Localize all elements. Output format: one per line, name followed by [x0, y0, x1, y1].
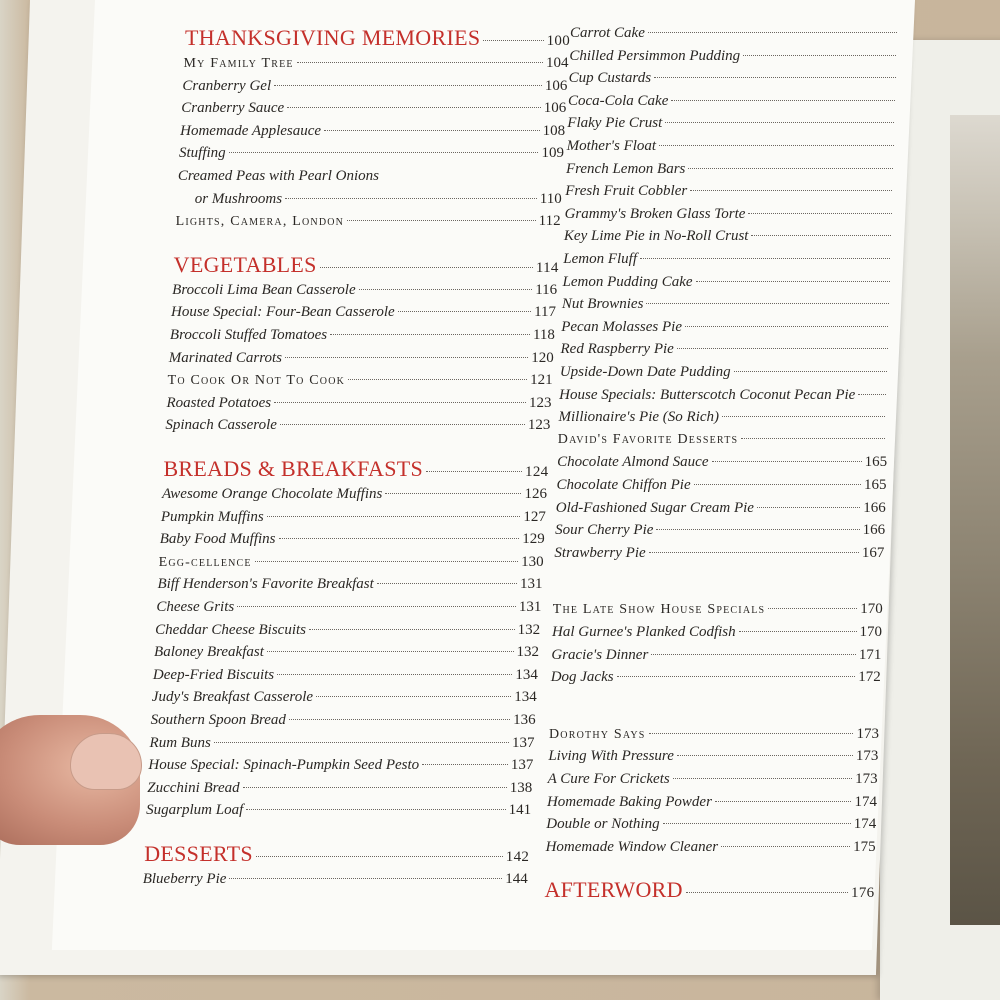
- toc-entry: [150, 735, 535, 752]
- dot-leader: [677, 755, 853, 756]
- dot-leader: [721, 846, 850, 847]
- dot-leader: [858, 394, 886, 395]
- entry-title: Cheese Grits: [156, 599, 235, 615]
- toc-entry: [170, 327, 555, 344]
- entry-title: Fresh Fruit Cobbler: [565, 183, 688, 200]
- toc-entry: [162, 486, 547, 503]
- page-number: 170: [859, 624, 883, 640]
- entry-title: or Mushrooms: [194, 190, 283, 207]
- section-heading: [163, 456, 548, 482]
- toc-entry: [548, 748, 878, 765]
- dot-leader: [663, 823, 851, 824]
- toc-entry: [546, 816, 876, 833]
- entry-title: Rum Buns: [149, 734, 211, 751]
- dot-leader: [739, 631, 857, 632]
- dot-leader: [279, 538, 520, 539]
- dot-leader: [646, 303, 888, 304]
- entry-title: French Lemon Bars: [565, 160, 686, 177]
- page-number: 141: [508, 802, 532, 819]
- toc-entry: [159, 554, 544, 571]
- toc-entry: [554, 545, 884, 562]
- page-number: 172: [858, 669, 881, 686]
- dot-leader: [665, 122, 894, 123]
- entry-title: Sugarplum Loaf: [146, 802, 244, 819]
- toc-entry: [551, 669, 881, 686]
- toc-entry: [180, 123, 565, 140]
- toc-entry: [562, 296, 892, 313]
- entry-title: Cranberry Sauce: [181, 100, 285, 117]
- page-number: 136: [513, 712, 536, 728]
- entry-title: Red Raspberry Pie: [560, 341, 674, 358]
- entry-title: Sour Cherry Pie: [555, 522, 654, 539]
- dot-leader: [685, 326, 888, 327]
- page-number: 123: [527, 417, 551, 434]
- toc-entry: [561, 319, 891, 336]
- entry-title: Lights, Camera, London: [175, 214, 345, 230]
- dot-leader: [285, 357, 528, 358]
- toc-entry: [547, 794, 877, 811]
- dot-leader: [654, 77, 896, 78]
- toc-entry: [556, 500, 886, 517]
- entry-title: Mother's Float: [566, 138, 657, 154]
- dot-leader: [285, 198, 537, 199]
- dot-leader: [385, 493, 521, 494]
- toc-entry: [561, 341, 891, 358]
- entry-title: Homemade Window Cleaner: [545, 838, 719, 855]
- entry-title: Cranberry Gel: [182, 77, 272, 94]
- dot-leader: [324, 130, 540, 131]
- page-number: 174: [853, 816, 877, 833]
- toc-entry: [179, 145, 564, 162]
- dot-leader: [426, 471, 522, 472]
- toc-entry: [551, 647, 881, 664]
- entry-title: Judy's Breakfast Casserole: [151, 689, 314, 706]
- dot-leader: [348, 379, 527, 380]
- entry-title: Homemade Applesauce: [180, 122, 322, 139]
- entry-title: Stuffing: [178, 145, 226, 162]
- toc-entry: [184, 55, 569, 72]
- dot-leader: [267, 651, 514, 652]
- page-number: 166: [863, 499, 886, 516]
- dot-leader: [649, 733, 854, 734]
- page-number: 165: [864, 454, 888, 471]
- dot-leader: [243, 787, 507, 788]
- dot-leader: [320, 267, 533, 268]
- toc-entry: [143, 871, 528, 888]
- dot-leader: [673, 778, 852, 779]
- dot-leader: [715, 801, 852, 802]
- dot-leader: [734, 371, 887, 372]
- entry-title: Cheddar Cheese Biscuits: [155, 621, 306, 638]
- dot-leader: [686, 892, 848, 893]
- dot-leader: [483, 40, 543, 41]
- entry-title: Cup Custards: [568, 70, 652, 87]
- entry-title: House Special: Spinach-Pumpkin Seed Pesto: [148, 757, 420, 774]
- entry-title: Homemade Baking Powder: [546, 793, 712, 810]
- toc-entry: [172, 282, 557, 299]
- toc-entry: [569, 48, 899, 65]
- dot-leader: [280, 424, 525, 425]
- dot-leader: [214, 742, 509, 743]
- page-number: 114: [535, 259, 559, 276]
- toc-entry: [568, 93, 898, 110]
- dot-leader: [768, 608, 857, 609]
- page-number: 117: [534, 304, 557, 321]
- dot-leader: [237, 606, 516, 607]
- entry-title: The Late Show House Specials: [552, 602, 766, 618]
- facing-page-photo: [950, 115, 1000, 925]
- page-number: 123: [529, 394, 552, 411]
- section-heading: [144, 841, 529, 867]
- toc-entry: [167, 395, 552, 412]
- entry-title: DESSERTS: [144, 841, 253, 866]
- entry-title: Broccoli Stuffed Tomatoes: [169, 327, 328, 343]
- toc-entry: [558, 409, 888, 426]
- dot-leader: [287, 107, 541, 108]
- toc-entry: [549, 726, 879, 743]
- entry-title: Roasted Potatoes: [166, 394, 272, 411]
- dot-leader: [347, 220, 536, 221]
- dot-leader: [297, 62, 543, 63]
- entry-title: Key Lime Pie in No-Roll Crust: [563, 228, 749, 245]
- dot-leader: [274, 85, 542, 86]
- page-number: 173: [855, 748, 879, 765]
- page-number: 131: [518, 599, 542, 615]
- toc-entry: [160, 531, 545, 548]
- dot-leader: [741, 438, 885, 439]
- dot-leader: [229, 152, 539, 153]
- page-number: 108: [542, 122, 566, 139]
- page-number: 132: [516, 644, 540, 661]
- page-number: 166: [862, 522, 886, 539]
- dot-leader: [690, 190, 892, 191]
- dot-leader: [229, 878, 502, 879]
- dot-leader: [712, 461, 862, 462]
- page-number: 100: [546, 33, 570, 49]
- entry-title: Pumpkin Muffins: [160, 508, 264, 525]
- entry-title: To Cook Or Not To Cook: [167, 373, 346, 389]
- dot-leader: [398, 311, 531, 312]
- page-number: 127: [523, 508, 546, 525]
- entry-title: VEGETABLES: [173, 251, 317, 277]
- entry-title: Strawberry Pie: [554, 544, 646, 561]
- entry-title: Hal Gurnee's Planked Codfish: [552, 624, 736, 640]
- page-number: 176: [851, 885, 875, 902]
- dot-leader: [309, 629, 515, 630]
- page-number: 173: [856, 725, 879, 742]
- toc-entry: [567, 115, 897, 132]
- page-number: 132: [517, 621, 541, 638]
- toc-entry: [148, 757, 533, 774]
- section-heading: [544, 877, 874, 903]
- page-number: 118: [532, 327, 555, 343]
- entry-title: Carrot Cake: [570, 25, 645, 41]
- dot-leader: [656, 529, 859, 530]
- entry-title: Living With Pressure: [548, 748, 674, 765]
- dot-leader: [659, 145, 894, 146]
- toc-entry: [154, 644, 539, 661]
- page-number: 171: [858, 646, 882, 663]
- entry-title: Chocolate Almond Sauce: [557, 454, 709, 471]
- toc-entry: [570, 25, 900, 42]
- toc-entry: [161, 509, 546, 526]
- entry-title: Old-Fashioned Sugar Cream Pie: [555, 499, 754, 516]
- page-number: 170: [860, 601, 883, 618]
- entry-title: Dog Jacks: [550, 669, 614, 686]
- toc-entry: [152, 689, 537, 706]
- toc-entry: [156, 599, 541, 616]
- entry-title: Chocolate Chiffon Pie: [556, 477, 691, 493]
- page-number: 138: [509, 779, 533, 796]
- toc-entry: [171, 304, 556, 321]
- entry-title: Nut Brownies: [561, 296, 644, 313]
- dot-leader: [651, 654, 856, 655]
- page-number: 175: [853, 838, 876, 855]
- section-heading: [185, 25, 570, 51]
- dot-leader: [289, 719, 510, 720]
- page-number: 104: [546, 55, 569, 71]
- dot-leader: [751, 235, 890, 236]
- toc-entry: [146, 802, 531, 819]
- entry-title: Lemon Pudding Cake: [562, 273, 693, 290]
- dot-leader: [256, 856, 503, 857]
- section-heading: [174, 252, 559, 278]
- page-number: 106: [543, 100, 567, 117]
- entry-title: Lemon Fluff: [563, 251, 637, 267]
- page-number: 174: [854, 793, 877, 810]
- entry-title: Millionaire's Pie (So Rich): [558, 409, 720, 426]
- dot-leader: [274, 402, 526, 403]
- dot-leader: [671, 100, 895, 101]
- entry-title: Gracie's Dinner: [551, 646, 649, 663]
- page-number: 134: [515, 666, 538, 683]
- entry-title: David's Favorite Desserts: [557, 431, 739, 447]
- toc-entry: [151, 712, 536, 729]
- dot-leader: [648, 32, 897, 33]
- toc-entry: [569, 70, 899, 87]
- entry-title: Southern Spoon Bread: [150, 712, 286, 728]
- entry-title: Double or Nothing: [546, 816, 660, 833]
- dot-leader: [757, 507, 860, 508]
- toc-entry: [165, 417, 550, 434]
- dot-leader: [677, 348, 888, 349]
- entry-title: House Special: Four-Bean Casserole: [171, 304, 395, 321]
- dot-leader: [267, 516, 521, 517]
- page-number: 120: [531, 349, 554, 366]
- entry-title: Marinated Carrots: [168, 349, 282, 366]
- entry-title: Egg-cellence: [158, 554, 252, 570]
- entry-title: A Cure For Crickets: [547, 771, 670, 787]
- entry-title: Pecan Molasses Pie: [561, 318, 682, 335]
- thumbnail-nail: [70, 733, 142, 790]
- toc-entry: [546, 839, 876, 856]
- toc-entry: [177, 191, 562, 208]
- page-number: 116: [535, 281, 558, 298]
- dot-leader: [359, 289, 533, 290]
- toc-entry: [563, 274, 893, 291]
- page-number: 124: [525, 464, 549, 480]
- toc-entry: [169, 350, 554, 367]
- page-number: 173: [855, 771, 878, 787]
- dot-leader: [748, 213, 891, 214]
- entry-title: AFTERWORD: [544, 877, 683, 903]
- entry-title: Spinach Casserole: [165, 417, 277, 434]
- page-number: 121: [530, 372, 553, 389]
- dot-leader: [330, 334, 530, 335]
- entry-title: THANKSGIVING MEMORIES: [185, 25, 481, 50]
- thumb: [0, 715, 155, 855]
- toc-entry: [558, 432, 888, 448]
- page-number: 137: [510, 757, 534, 774]
- toc-entry: [553, 601, 883, 618]
- toc-entry: [559, 387, 889, 404]
- entry-title: Chilled Persimmon Pudding: [569, 47, 741, 64]
- toc-entry: [548, 771, 878, 788]
- toc-entry: [176, 213, 561, 230]
- dot-leader: [694, 484, 861, 485]
- page-number: 110: [539, 190, 562, 207]
- entry-title: BREADS & BREAKFASTS: [163, 456, 424, 481]
- page-number: 165: [863, 477, 887, 493]
- entry-title: Flaky Pie Crust: [567, 115, 663, 132]
- page-number: 106: [544, 77, 568, 94]
- page-number: 112: [538, 213, 561, 230]
- entry-title: Zucchini Bread: [147, 779, 240, 796]
- toc-entry: [155, 622, 540, 639]
- dot-leader: [722, 416, 885, 417]
- entry-title: Broccoli Lima Bean Casserole: [172, 281, 356, 298]
- entry-title: Dorothy Says: [548, 726, 646, 742]
- page-number: 130: [521, 553, 544, 570]
- entry-title: Coca-Cola Cake: [567, 92, 669, 109]
- toc-entry: [157, 576, 542, 593]
- dot-leader: [422, 764, 508, 765]
- entry-title: Baloney Breakfast: [154, 644, 264, 661]
- dot-leader: [617, 676, 856, 677]
- page-number: 109: [541, 145, 564, 162]
- dot-leader: [377, 583, 517, 584]
- entry-title: Biff Henderson's Favorite Breakfast: [157, 576, 374, 593]
- page-number: 131: [519, 576, 543, 593]
- dot-leader: [316, 696, 511, 697]
- entry-title: House Specials: Butterscotch Coconut Pecan Pie: [559, 386, 856, 403]
- toc-entry: [567, 138, 897, 155]
- page-number: 134: [514, 689, 537, 706]
- toc-entry: [560, 364, 890, 381]
- toc-entry: [552, 624, 882, 641]
- toc-entry: [153, 667, 538, 684]
- toc-entry: [565, 183, 895, 200]
- toc-entry: [168, 372, 553, 389]
- dot-leader: [696, 281, 890, 282]
- entry-title: Upside-Down Date Pudding: [559, 364, 731, 380]
- toc-entry: [555, 522, 885, 539]
- entry-title: My Family Tree: [183, 56, 294, 71]
- entry-title: Baby Food Muffins: [159, 531, 276, 548]
- dot-leader: [640, 258, 890, 259]
- toc-entry: [147, 780, 532, 797]
- page-number: 137: [512, 734, 535, 751]
- entry-title: Creamed Peas with Pearl Onions: [177, 168, 379, 184]
- entry-title: Deep-Fried Biscuits: [152, 666, 275, 683]
- dot-leader: [246, 809, 505, 810]
- toc-entry: [565, 206, 895, 223]
- page-number: 126: [524, 486, 547, 502]
- page-number: 144: [505, 871, 528, 887]
- dot-leader: [255, 561, 518, 562]
- toc-entry: [566, 161, 896, 178]
- toc-entry: [557, 454, 887, 471]
- page-number: 167: [861, 544, 885, 561]
- toc-entry: [563, 251, 893, 268]
- toc-entry: [556, 477, 886, 494]
- toc-entry: [178, 168, 563, 185]
- dot-leader: [277, 674, 512, 675]
- dot-leader: [649, 552, 859, 553]
- toc-entry: [182, 78, 567, 95]
- toc-entry: [181, 100, 566, 117]
- page-number: 142: [505, 849, 530, 865]
- page-number: 129: [522, 531, 545, 548]
- toc-entry: [564, 228, 894, 245]
- dot-leader: [688, 168, 893, 169]
- dot-leader: [743, 55, 896, 56]
- entry-title: Blueberry Pie: [142, 871, 227, 887]
- entry-title: Grammy's Broken Glass Torte: [564, 205, 746, 222]
- entry-title: Awesome Orange Chocolate Muffins: [161, 486, 383, 502]
